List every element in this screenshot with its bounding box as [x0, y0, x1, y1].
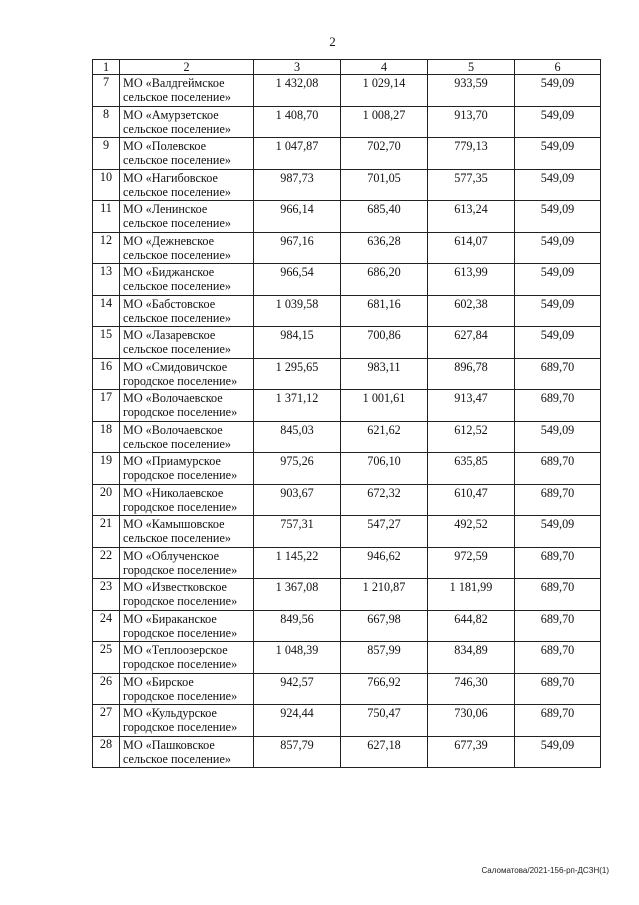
- table-header-row: [93, 60, 601, 75]
- table-row: [93, 138, 601, 170]
- document-code: Саломатова/2021-156-рп-ДСЗН(1): [481, 866, 609, 875]
- value-cell-c6: 549,09: [515, 201, 601, 233]
- value-cell-c4: 636,28: [341, 232, 428, 264]
- municipality-name-cell: [120, 453, 254, 485]
- table-row: [93, 484, 601, 516]
- value-cell-c3: 924,44: [254, 705, 341, 737]
- municipality-name-line1: МО «Теплоозерское: [123, 643, 228, 657]
- page-number: 2: [329, 34, 336, 49]
- value-cell-c4: 672,32: [341, 484, 428, 516]
- municipality-name-line1: МО «Волочаевское: [123, 422, 223, 437]
- municipality-name-line2: городское поселение»: [123, 562, 238, 577]
- value-cell-c5: 612,52: [428, 421, 515, 453]
- value-cell-c3: 1 039,58: [254, 295, 341, 327]
- value-cell-c6: 549,09: [515, 106, 601, 138]
- municipality-name-cell: [120, 642, 254, 674]
- value-cell-c6: 689,70: [515, 705, 601, 737]
- value-cell-c6: 549,09: [515, 169, 601, 201]
- municipality-name-cell: [120, 169, 254, 201]
- value-cell-c5: 834,89: [428, 642, 515, 674]
- value-cell-c3: 975,26: [254, 453, 341, 485]
- municipality-name-line1: МО «Облученское: [123, 548, 220, 563]
- table-row: [93, 327, 601, 359]
- row-number-cell: 28: [93, 736, 120, 768]
- value-cell-c6: 549,09: [515, 295, 601, 327]
- table-row: [93, 421, 601, 453]
- row-number-cell: 10: [93, 169, 120, 201]
- header-cell: 5: [428, 60, 515, 75]
- municipality-name-cell: [120, 358, 254, 390]
- row-number-cell: 13: [93, 264, 120, 296]
- row-number-cell: 23: [93, 579, 120, 611]
- municipality-name-line1: МО «Пашковское: [123, 737, 215, 752]
- value-cell-c6: 689,70: [515, 390, 601, 422]
- value-cell-c4: 1 210,87: [341, 579, 428, 611]
- row-number-cell: 7: [93, 75, 120, 107]
- value-cell-c3: 1 145,22: [254, 547, 341, 579]
- value-cell-c4: 681,16: [341, 295, 428, 327]
- value-cell-c6: 689,70: [515, 484, 601, 516]
- value-cell-c6: 549,09: [515, 232, 601, 264]
- municipality-name-line1: МО «Лазаревское: [123, 328, 216, 342]
- municipality-name-line2: городское поселение»: [123, 468, 238, 482]
- municipality-name-line2: городское поселение»: [123, 625, 238, 640]
- value-cell-c4: 983,11: [341, 358, 428, 390]
- table-row: [93, 358, 601, 390]
- header-cell: 6: [515, 60, 601, 75]
- municipality-name-cell: [120, 736, 254, 768]
- value-cell-c5: 896,78: [428, 358, 515, 390]
- value-cell-c4: 1 001,61: [341, 390, 428, 422]
- value-cell-c3: 849,56: [254, 610, 341, 642]
- row-number-cell: 19: [93, 453, 120, 485]
- header-cell: 4: [341, 60, 428, 75]
- municipality-name-line2: сельское поселение»: [123, 531, 231, 545]
- municipality-name-line2: городское поселение»: [123, 499, 238, 514]
- value-cell-c4: 700,86: [341, 327, 428, 359]
- municipality-name-cell: [120, 75, 254, 107]
- table-row: [93, 579, 601, 611]
- table-row: [93, 736, 601, 768]
- value-cell-c6: 689,70: [515, 453, 601, 485]
- municipality-name-line1: МО «Дежневское: [123, 233, 215, 248]
- row-number-cell: 15: [93, 327, 120, 359]
- municipality-name-cell: [120, 138, 254, 170]
- value-cell-c4: 667,98: [341, 610, 428, 642]
- municipality-name-line2: городское поселение»: [123, 657, 238, 671]
- table-row: [93, 201, 601, 233]
- row-number-cell: 21: [93, 516, 120, 548]
- table-row: [93, 516, 601, 548]
- value-cell-c3: 984,15: [254, 327, 341, 359]
- value-cell-c3: 757,31: [254, 516, 341, 548]
- municipality-name-line2: городское поселение»: [123, 720, 238, 734]
- municipality-name-line1: МО «Биджанское: [123, 265, 215, 279]
- value-cell-c3: 1 371,12: [254, 390, 341, 422]
- table-row: [93, 390, 601, 422]
- municipality-name-line1: МО «Камышовское: [123, 517, 225, 531]
- municipality-name-line2: сельское поселение»: [123, 184, 231, 199]
- value-cell-c6: 689,70: [515, 547, 601, 579]
- value-cell-c6: 549,09: [515, 138, 601, 170]
- value-cell-c6: 689,70: [515, 610, 601, 642]
- header-cell: 2: [120, 60, 254, 75]
- table-row: [93, 547, 601, 579]
- municipality-name-line1: МО «Волочаевское: [123, 391, 223, 405]
- value-cell-c4: 702,70: [341, 138, 428, 170]
- value-cell-c4: 685,40: [341, 201, 428, 233]
- table-row: [93, 106, 601, 138]
- municipality-name-line2: городское поселение»: [123, 594, 238, 608]
- value-cell-c6: 549,09: [515, 327, 601, 359]
- value-cell-c3: 857,79: [254, 736, 341, 768]
- municipality-name-line2: сельское поселение»: [123, 90, 231, 104]
- value-cell-c6: 689,70: [515, 358, 601, 390]
- value-cell-c5: 627,84: [428, 327, 515, 359]
- table-row: [93, 453, 601, 485]
- municipality-name-line1: МО «Кульдурское: [123, 706, 217, 720]
- value-cell-c5: 602,38: [428, 295, 515, 327]
- value-cell-c3: 845,03: [254, 421, 341, 453]
- value-cell-c4: 686,20: [341, 264, 428, 296]
- value-cell-c5: 913,47: [428, 390, 515, 422]
- municipality-name-cell: [120, 579, 254, 611]
- value-cell-c6: 549,09: [515, 421, 601, 453]
- value-cell-c5: 492,52: [428, 516, 515, 548]
- value-cell-c5: 677,39: [428, 736, 515, 768]
- municipality-name-cell: [120, 610, 254, 642]
- value-cell-c5: 614,07: [428, 232, 515, 264]
- table-row: [93, 705, 601, 737]
- municipality-name-line2: сельское поселение»: [123, 153, 231, 167]
- municipality-name-line1: МО «Ленинское: [123, 202, 208, 216]
- value-cell-c5: 779,13: [428, 138, 515, 170]
- data-table: [92, 59, 601, 768]
- value-cell-c5: 933,59: [428, 75, 515, 107]
- municipality-name-line2: сельское поселение»: [123, 279, 231, 293]
- row-number-cell: 16: [93, 358, 120, 390]
- table-row: [93, 295, 601, 327]
- value-cell-c5: 972,59: [428, 547, 515, 579]
- row-number-cell: 14: [93, 295, 120, 327]
- value-cell-c4: 766,92: [341, 673, 428, 705]
- value-cell-c6: 549,09: [515, 736, 601, 768]
- row-number-cell: 8: [93, 106, 120, 138]
- municipality-name-line2: городское поселение»: [123, 688, 238, 703]
- value-cell-c6: 549,09: [515, 264, 601, 296]
- value-cell-c3: 967,16: [254, 232, 341, 264]
- row-number-cell: 26: [93, 673, 120, 705]
- value-cell-c3: 966,54: [254, 264, 341, 296]
- value-cell-c4: 946,62: [341, 547, 428, 579]
- value-cell-c5: 1 181,99: [428, 579, 515, 611]
- municipality-name-cell: [120, 705, 254, 737]
- value-cell-c3: 987,73: [254, 169, 341, 201]
- table-row: [93, 232, 601, 264]
- municipality-name-cell: [120, 264, 254, 296]
- row-number-cell: 27: [93, 705, 120, 737]
- municipality-name-line1: МО «Бирское: [123, 674, 194, 689]
- row-number-cell: 12: [93, 232, 120, 264]
- value-cell-c3: 966,14: [254, 201, 341, 233]
- municipality-name-line1: МО «Смидовичское: [123, 359, 228, 374]
- value-cell-c4: 857,99: [341, 642, 428, 674]
- municipality-name-line2: сельское поселение»: [123, 310, 231, 325]
- value-cell-c4: 547,27: [341, 516, 428, 548]
- value-cell-c3: 1 048,39: [254, 642, 341, 674]
- municipality-name-line1: МО «Амурзетское: [123, 107, 219, 122]
- municipality-name-line2: сельское поселение»: [123, 121, 231, 136]
- value-cell-c3: 1 295,65: [254, 358, 341, 390]
- value-cell-c4: 706,10: [341, 453, 428, 485]
- row-number-cell: 24: [93, 610, 120, 642]
- municipality-name-line2: городское поселение»: [123, 405, 238, 419]
- row-number-cell: 20: [93, 484, 120, 516]
- value-cell-c3: 1 047,87: [254, 138, 341, 170]
- row-number-cell: 25: [93, 642, 120, 674]
- municipality-name-cell: [120, 106, 254, 138]
- value-cell-c3: 1 367,08: [254, 579, 341, 611]
- municipality-name-line2: городское поселение»: [123, 373, 238, 388]
- value-cell-c5: 635,85: [428, 453, 515, 485]
- row-number-cell: 18: [93, 421, 120, 453]
- municipality-name-cell: [120, 673, 254, 705]
- municipality-name-cell: [120, 232, 254, 264]
- value-cell-c5: 577,35: [428, 169, 515, 201]
- value-cell-c3: 903,67: [254, 484, 341, 516]
- value-cell-c4: 750,47: [341, 705, 428, 737]
- row-number-cell: 9: [93, 138, 120, 170]
- value-cell-c4: 621,62: [341, 421, 428, 453]
- value-cell-c6: 689,70: [515, 579, 601, 611]
- municipality-name-line2: сельское поселение»: [123, 247, 231, 262]
- municipality-name-line1: МО «Полевское: [123, 139, 207, 153]
- municipality-name-cell: [120, 516, 254, 548]
- value-cell-c5: 610,47: [428, 484, 515, 516]
- municipality-name-line1: МО «Известковское: [123, 580, 227, 594]
- value-cell-c3: 942,57: [254, 673, 341, 705]
- header-cell: 1: [93, 60, 120, 75]
- value-cell-c6: 689,70: [515, 673, 601, 705]
- value-cell-c5: 730,06: [428, 705, 515, 737]
- value-cell-c4: 627,18: [341, 736, 428, 768]
- municipality-name-cell: [120, 421, 254, 453]
- municipality-name-line2: сельское поселение»: [123, 436, 231, 451]
- value-cell-c5: 913,70: [428, 106, 515, 138]
- value-cell-c3: 1 408,70: [254, 106, 341, 138]
- municipality-name-cell: [120, 327, 254, 359]
- municipality-name-cell: [120, 484, 254, 516]
- table-row: [93, 264, 601, 296]
- table-row: [93, 169, 601, 201]
- municipality-name-line1: МО «Нагибовское: [123, 170, 218, 185]
- value-cell-c6: 549,09: [515, 516, 601, 548]
- municipality-name-line2: сельское поселение»: [123, 216, 231, 230]
- municipality-name-line1: МО «Бабстовское: [123, 296, 216, 311]
- value-cell-c5: 644,82: [428, 610, 515, 642]
- value-cell-c4: 1 029,14: [341, 75, 428, 107]
- municipality-name-line1: МО «Валдгеймское: [123, 76, 225, 90]
- municipality-name-line1: МО «Приамурское: [123, 454, 221, 468]
- table-row: [93, 642, 601, 674]
- municipality-name-cell: [120, 390, 254, 422]
- value-cell-c6: 689,70: [515, 642, 601, 674]
- value-cell-c5: 746,30: [428, 673, 515, 705]
- table-row: [93, 75, 601, 107]
- value-cell-c6: 549,09: [515, 75, 601, 107]
- municipality-name-line2: сельское поселение»: [123, 342, 231, 356]
- municipality-name-line1: МО «Николаевское: [123, 485, 224, 500]
- table-row: [93, 610, 601, 642]
- value-cell-c3: 1 432,08: [254, 75, 341, 107]
- table-body: [93, 60, 601, 768]
- municipality-name-cell: [120, 295, 254, 327]
- municipality-name-cell: [120, 547, 254, 579]
- row-number-cell: 22: [93, 547, 120, 579]
- value-cell-c5: 613,99: [428, 264, 515, 296]
- value-cell-c4: 1 008,27: [341, 106, 428, 138]
- municipality-name-line1: МО «Бираканское: [123, 611, 217, 626]
- value-cell-c5: 613,24: [428, 201, 515, 233]
- row-number-cell: 11: [93, 201, 120, 233]
- value-cell-c4: 701,05: [341, 169, 428, 201]
- header-cell: 3: [254, 60, 341, 75]
- municipality-name-line2: сельское поселение»: [123, 751, 231, 766]
- municipality-name-cell: [120, 201, 254, 233]
- row-number-cell: 17: [93, 390, 120, 422]
- table-row: [93, 673, 601, 705]
